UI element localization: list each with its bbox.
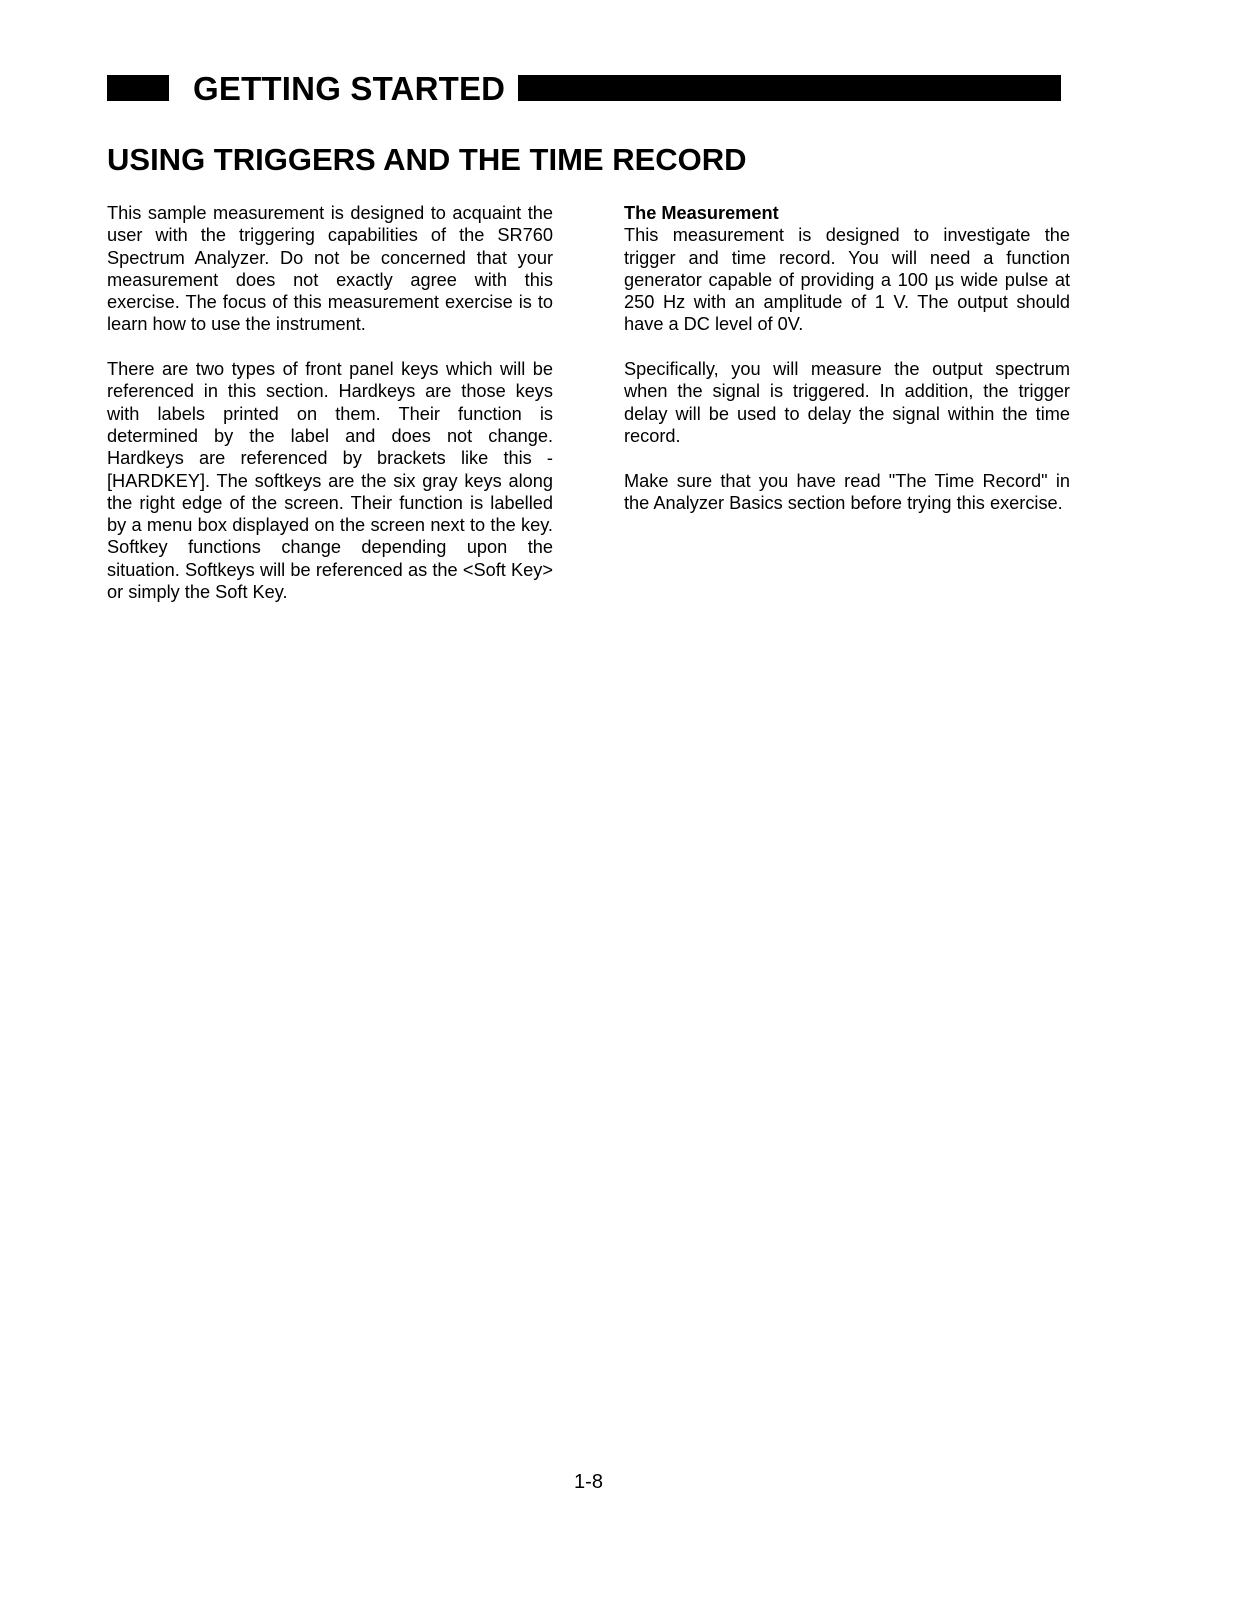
body-paragraph: This sample measurement is designed to acquaint the user with the triggering capabilities of the SR760 Spectrum Analyzer. Do not be concerned that your measurement does not exactly agree with this exercise. The focus of this measurement exercise is to learn how to use the instrument. [107, 203, 553, 335]
header-bar-right [518, 75, 1061, 101]
body-paragraph: There are two types of front panel keys which will be referenced in this section. Hardkeys are those keys with labels printed on them. Their function is determined by the label and does not change. Hardkeys are referenced by brackets like this - [HARDKEY]. The softkeys are the six gray keys along the right edge of the screen. Their function is labelled by a menu box displayed on the screen next to the key. Softkey functions change depending upon the situation. Softkeys will be referenced as the <Soft Key> or simply the Soft Key. [107, 359, 553, 603]
chapter-header: GETTING STARTED [193, 70, 506, 107]
subheading: The Measurement [624, 203, 779, 223]
left-column [107, 202, 553, 626]
page-number: 1-8 [574, 1471, 603, 1493]
body-paragraph: Make sure that you have read "The Time Record" in the Analyzer Basics section before trying this exercise. [624, 470, 1070, 513]
body-paragraph: Specifically, you will measure the output spectrum when the signal is triggered. In addition, the trigger delay will be used to delay the signal within the time record. [624, 359, 1070, 446]
right-column [624, 202, 1070, 536]
body-paragraph: This measurement is designed to investigate the trigger and time record. You will need a function generator capable of providing a 100 µs wide pulse at 250 Hz with an amplitude of 1 V. The output should have a DC level of 0V. [624, 225, 1070, 335]
header-block-left [107, 75, 169, 101]
section-title: USING TRIGGERS AND THE TIME RECORD [107, 142, 747, 177]
